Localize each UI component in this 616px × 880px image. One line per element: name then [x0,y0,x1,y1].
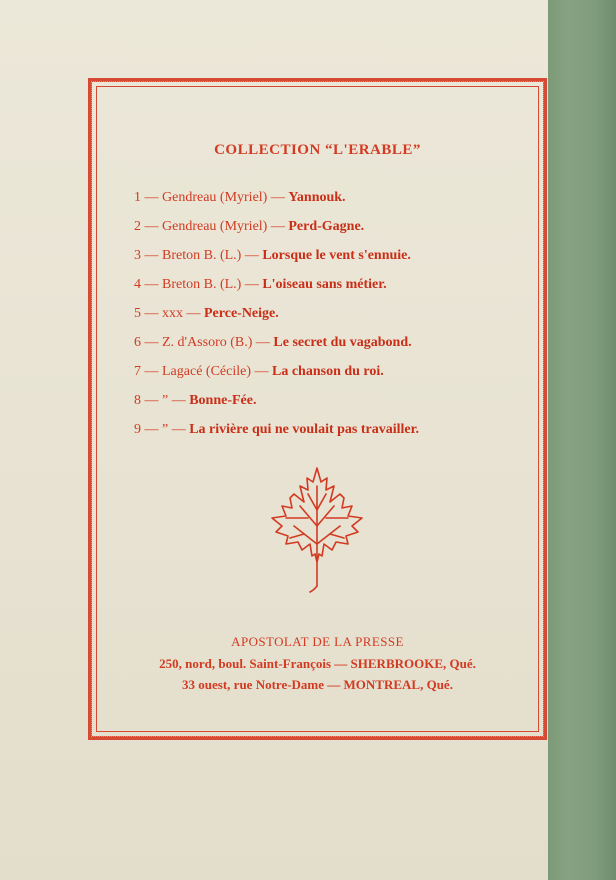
collection-title: COLLECTION “L'ERABLE” [214,142,421,158]
separator: — [141,248,162,263]
separator: — [251,364,272,379]
separator: — [141,422,162,437]
publisher-address-montreal: 33 ouest, rue Notre-Dame — MONTREAL, Qué. [182,677,453,692]
book-author: ” [162,422,169,437]
book-number: 3 [134,248,141,263]
separator: — [168,422,190,437]
separator: — [141,364,162,379]
separator: — [141,219,162,234]
list-item [134,415,534,444]
book-number: 4 [134,277,141,292]
book-title: La rivière qui ne voulait pas travailler. [189,422,420,437]
book-author: Gendreau (Myriel) [162,219,268,234]
separator: — [141,393,162,408]
book-title: Lorsque le vent s'ennuie. [262,248,411,263]
book-title: Perd-Gagne. [288,219,365,234]
book-title: La chanson du roi. [272,364,384,379]
book-author: Gendreau (Myriel) [162,190,268,205]
book-list [134,183,534,444]
list-item [134,241,534,270]
book-title: Bonne-Fée. [189,393,257,408]
book-number: 6 [134,335,141,350]
separator: — [141,306,162,321]
list-item [134,270,534,299]
book-number: 1 [134,190,141,205]
list-item [134,183,534,212]
book-author: Z. d'Assoro (B.) [162,335,253,350]
publisher-block [96,631,539,695]
list-item [134,328,534,357]
list-item [134,357,534,386]
book-number: 2 [134,219,141,234]
book-number: 8 [134,393,141,408]
book-title: L'oiseau sans métier. [262,277,387,292]
book-author: Lagacé (Cécile) [162,364,251,379]
separator: — [141,277,162,292]
book-author: ” [162,393,169,408]
publisher-name: APOSTOLAT DE LA PRESSE [231,634,404,649]
separator: — [241,277,263,292]
separator: — [183,306,204,321]
publisher-address-sherbrooke: 250, nord, boul. Saint-François — SHERBROOKE, Qué. [159,656,476,671]
list-item [134,299,534,328]
separator: — [267,190,289,205]
list-item [134,386,534,415]
book-title: Yannouk. [288,190,346,205]
separator: — [241,248,263,263]
separator: — [267,219,289,234]
book-author: Breton B. (L.) [162,277,242,292]
separator: — [141,335,162,350]
maple-leaf-icon [264,464,370,594]
book-number: 7 [134,364,141,379]
book-author: Breton B. (L.) [162,248,242,263]
separator: — [141,190,162,205]
book-number: 9 [134,422,141,437]
separator: — [168,393,190,408]
cloth-spine [548,0,616,880]
list-item [134,212,534,241]
book-number: 5 [134,306,141,321]
book-author: xxx [162,306,183,321]
book-title: Le secret du vagabond. [273,335,412,350]
book-title: Perce-Neige. [204,306,279,321]
separator: — [252,335,274,350]
